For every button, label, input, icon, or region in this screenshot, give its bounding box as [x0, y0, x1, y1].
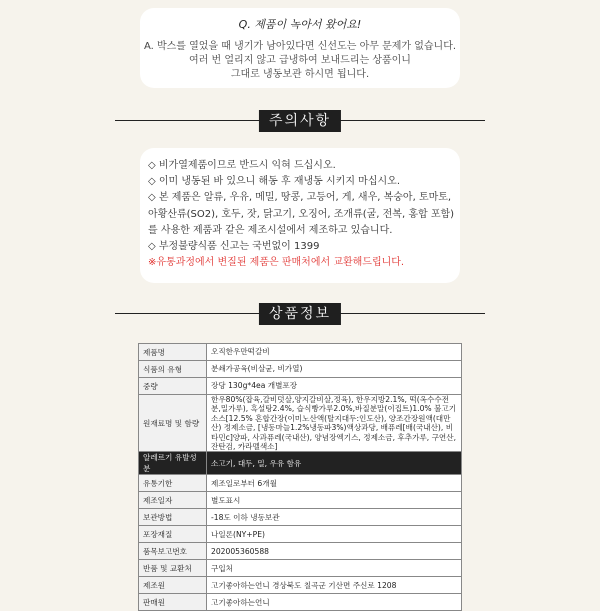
spec-key: 식품의 유형	[139, 361, 207, 378]
faq-answer-line: 그대로 냉동보관 하시면 됩니다.	[230, 69, 370, 80]
faq-answer	[140, 40, 460, 82]
spec-value: -18도 이하 냉동보관	[207, 509, 462, 526]
table-row	[139, 560, 462, 577]
spec-value: 나일론(NY+PE)	[207, 526, 462, 543]
allergy-value: 소고기, 대두, 밀, 우유 함유	[207, 452, 462, 475]
caution-line: 아황산류(SO2), 호두, 잣, 닭고기, 오징어, 조개류(굴, 전복, 홍합 포함)	[148, 208, 455, 220]
product-spec-table	[138, 343, 462, 611]
allergy-row	[139, 452, 462, 475]
spec-value: 구입처	[207, 560, 462, 577]
spec-value: 별도표시	[207, 492, 462, 509]
table-row	[139, 492, 462, 509]
caution-line: 를 사용한 제품과 같은 제조시설에서 제조하고 있습니다.	[148, 224, 393, 236]
spec-value: 고기좋아하는언니 경상북도 칠곡군 기산면 주신로 1208	[207, 577, 462, 594]
spec-key: 반품 및 교환처	[139, 560, 207, 577]
ingredients-value: 한우80%(잡육,갈비덧살,양지갈비살,정육), 한우지방2.1%, 떡(옥수수전분,밀가루), 흑설탕2.4%, 습식빵가루2.0%,바질분말(이집트)1.0% 불고기소스[12.5% 혼합간장(이미노산액(탈지대두:인도산), 양조간장원액(대만산) 정제소금, [냉동마늘1.2%냉동파3%)액상과당, 배퓨레[배(국내산), 비타민c]양파, 사과퓨레(국내산), 양념장엑기스, 정제소금, 후추가루, 구연산, 잔탄검, 카라멜색소]	[207, 395, 462, 452]
caution-line: ◇ 본 제품은 알류, 우유, 메밀, 땅콩, 고등어, 게, 새우, 복숭아, 토마토,	[148, 192, 452, 204]
product-info-section-header	[115, 303, 485, 325]
caution-section-header	[115, 110, 485, 132]
faq-card	[140, 8, 460, 88]
table-row	[139, 594, 462, 611]
spec-key: 유통기한	[139, 475, 207, 492]
table-row	[139, 577, 462, 594]
faq-answer-line: 여러 번 얼리지 않고 급냉하여 보내드리는 상품이니	[189, 55, 411, 66]
spec-value: 장당 130g*4ea 개별포장	[207, 378, 462, 395]
table-row	[139, 543, 462, 560]
spec-key: 원재료명 및 함량	[139, 395, 207, 452]
caution-card	[140, 148, 460, 283]
spec-key: 보관방법	[139, 509, 207, 526]
caution-line: ◇ 이미 냉동된 바 있으니 해동 후 재냉동 시키지 마십시오.	[148, 176, 400, 188]
spec-key: 중량	[139, 378, 207, 395]
spec-key: 포장재질	[139, 526, 207, 543]
table-row	[139, 509, 462, 526]
table-row	[139, 395, 462, 452]
faq-question: Q. 제품이 녹아서 왔어요!	[238, 18, 362, 31]
spec-value: 분쇄가공육(비살균, 비가열)	[207, 361, 462, 378]
spec-value: 제조일로부터 6개월	[207, 475, 462, 492]
table-row	[139, 526, 462, 543]
table-row	[139, 361, 462, 378]
caution-line: ◇ 부정불량식품 신고는 국번없이 1399	[148, 241, 320, 253]
caution-warning: ※유통과정에서 변질된 제품은 판매처에서 교환해드립니다.	[148, 257, 405, 269]
caution-title: 주의사항	[259, 110, 341, 132]
spec-value: 고기좋아하는언니	[207, 594, 462, 611]
spec-value: 오직한우만떡갈비	[207, 344, 462, 361]
table-row	[139, 475, 462, 492]
faq-answer-line: A. 박스를 열었을 때 냉기가 남아있다면 신선도는 아무 문제가 없습니다.	[143, 41, 457, 52]
spec-key: 판매원	[139, 594, 207, 611]
spec-value: 202005360588	[207, 543, 462, 560]
spec-key: 품목보고번호	[139, 543, 207, 560]
table-row	[139, 344, 462, 361]
caution-line: ◇ 비가열제품이므로 반드시 익혀 드십시오.	[148, 160, 336, 171]
product-info-title: 상품정보	[259, 303, 341, 325]
spec-key: 제조원	[139, 577, 207, 594]
allergy-key: 알레르기 유발성분	[139, 452, 207, 475]
spec-key: 제조일자	[139, 492, 207, 509]
spec-key: 제품명	[139, 344, 207, 361]
table-row	[139, 378, 462, 395]
